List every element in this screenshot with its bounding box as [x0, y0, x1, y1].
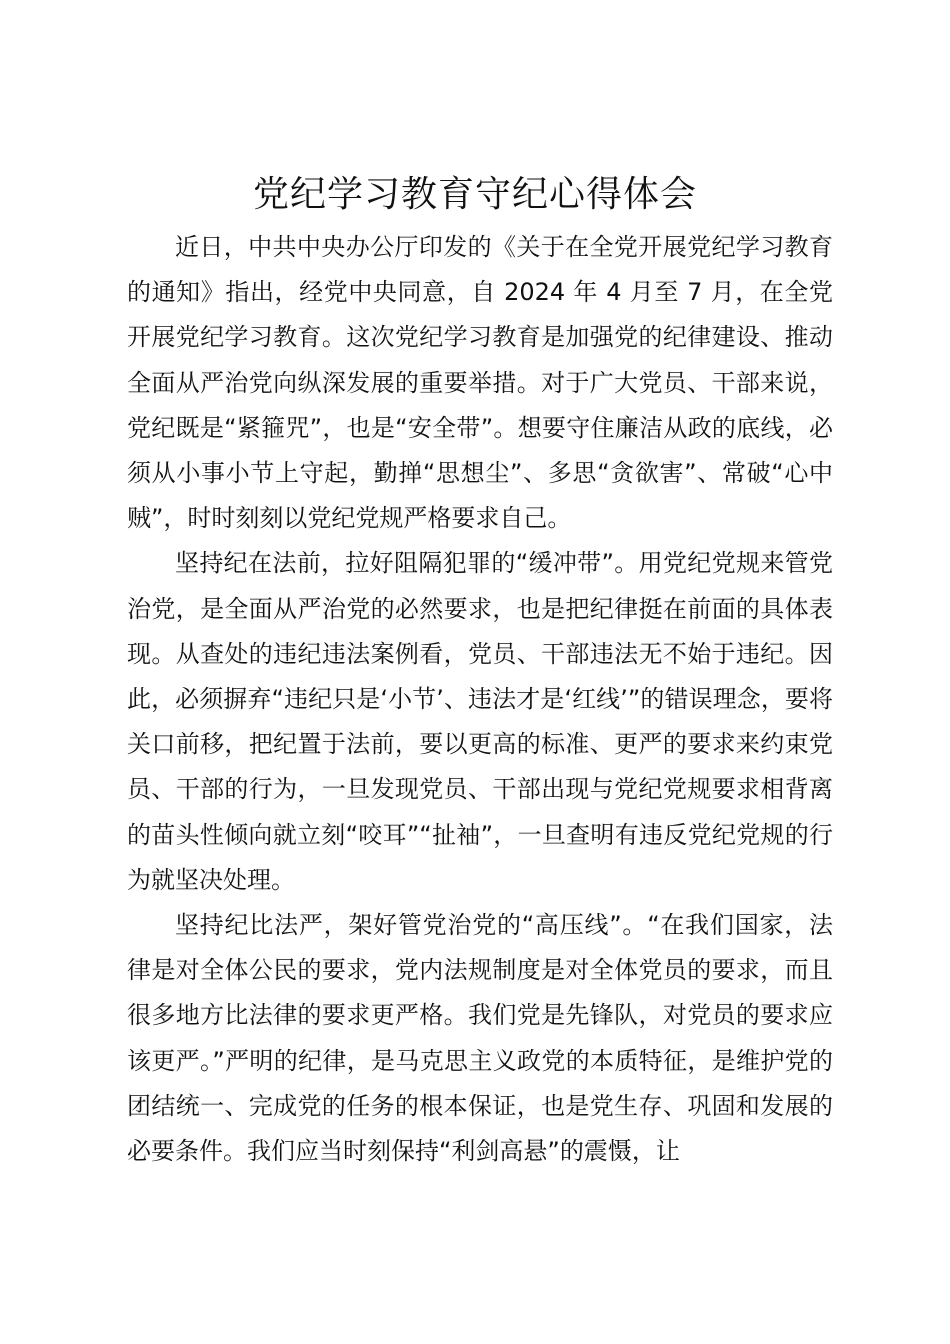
document-body [127, 225, 833, 1174]
document-title: 党纪学习教育守纪心得体会 [252, 174, 697, 215]
paragraph-discipline-stricter-than-law: 坚持纪比法严，架好管党治党的“高压线”。“在我们国家，法律是对全体公民的要求，党内法规制度是对全体党员的要求，而且很多地方比法律的要求更严格。我们党是先锋队，对党员的要求应该更严。”严明的纪律，是马克思主义政党的本质特征，是维护党的团结统一、完成党的任务的根本保证，也是党生存、巩固和发展的必要条件。我们应当时刻保持“利剑高悬”的震慑，让 [127, 911, 833, 1166]
paragraph-intro: 近日，中共中央办公厅印发的《关于在全党开展党纪学习教育的通知》指出，经党中央同意，自 2024 年 4 月至 7 月，在全党开展党纪学习教育。这次党纪学习教育是加强党的纪律建设、推动全面从严治党向纵深发展的重要举措。对于广大党员、干部来说，党纪既是“紧箍咒”，也是“安全带”。想要守住廉洁从政的底线，必须从小事小节上守起，勤掸“思想尘”、多思“贪欲害”、常破“心中贼”，时时刻刻以党纪党规严格要求自己。 [127, 233, 833, 533]
paragraph-discipline-before-law: 坚持纪在法前，拉好阻隔犯罪的“缓冲带”。用党纪党规来管党治党，是全面从严治党的必然要求，也是把纪律挺在前面的具体表现。从查处的违纪违法案例看，党员、干部违法无不始于违纪。因此，必须摒弃“违纪只是‘小节’、违法才是‘红线’”的错误理念，要将关口前移，把纪置于法前，要以更高的标准、更严的要求来约束党员、干部的行为，一旦发现党员、干部出现与党纪党规要求相背离的苗头性倾向就立刻“咬耳”“扯袖”，一旦查明有违反党纪党规的行为就坚决处理。 [127, 549, 833, 894]
